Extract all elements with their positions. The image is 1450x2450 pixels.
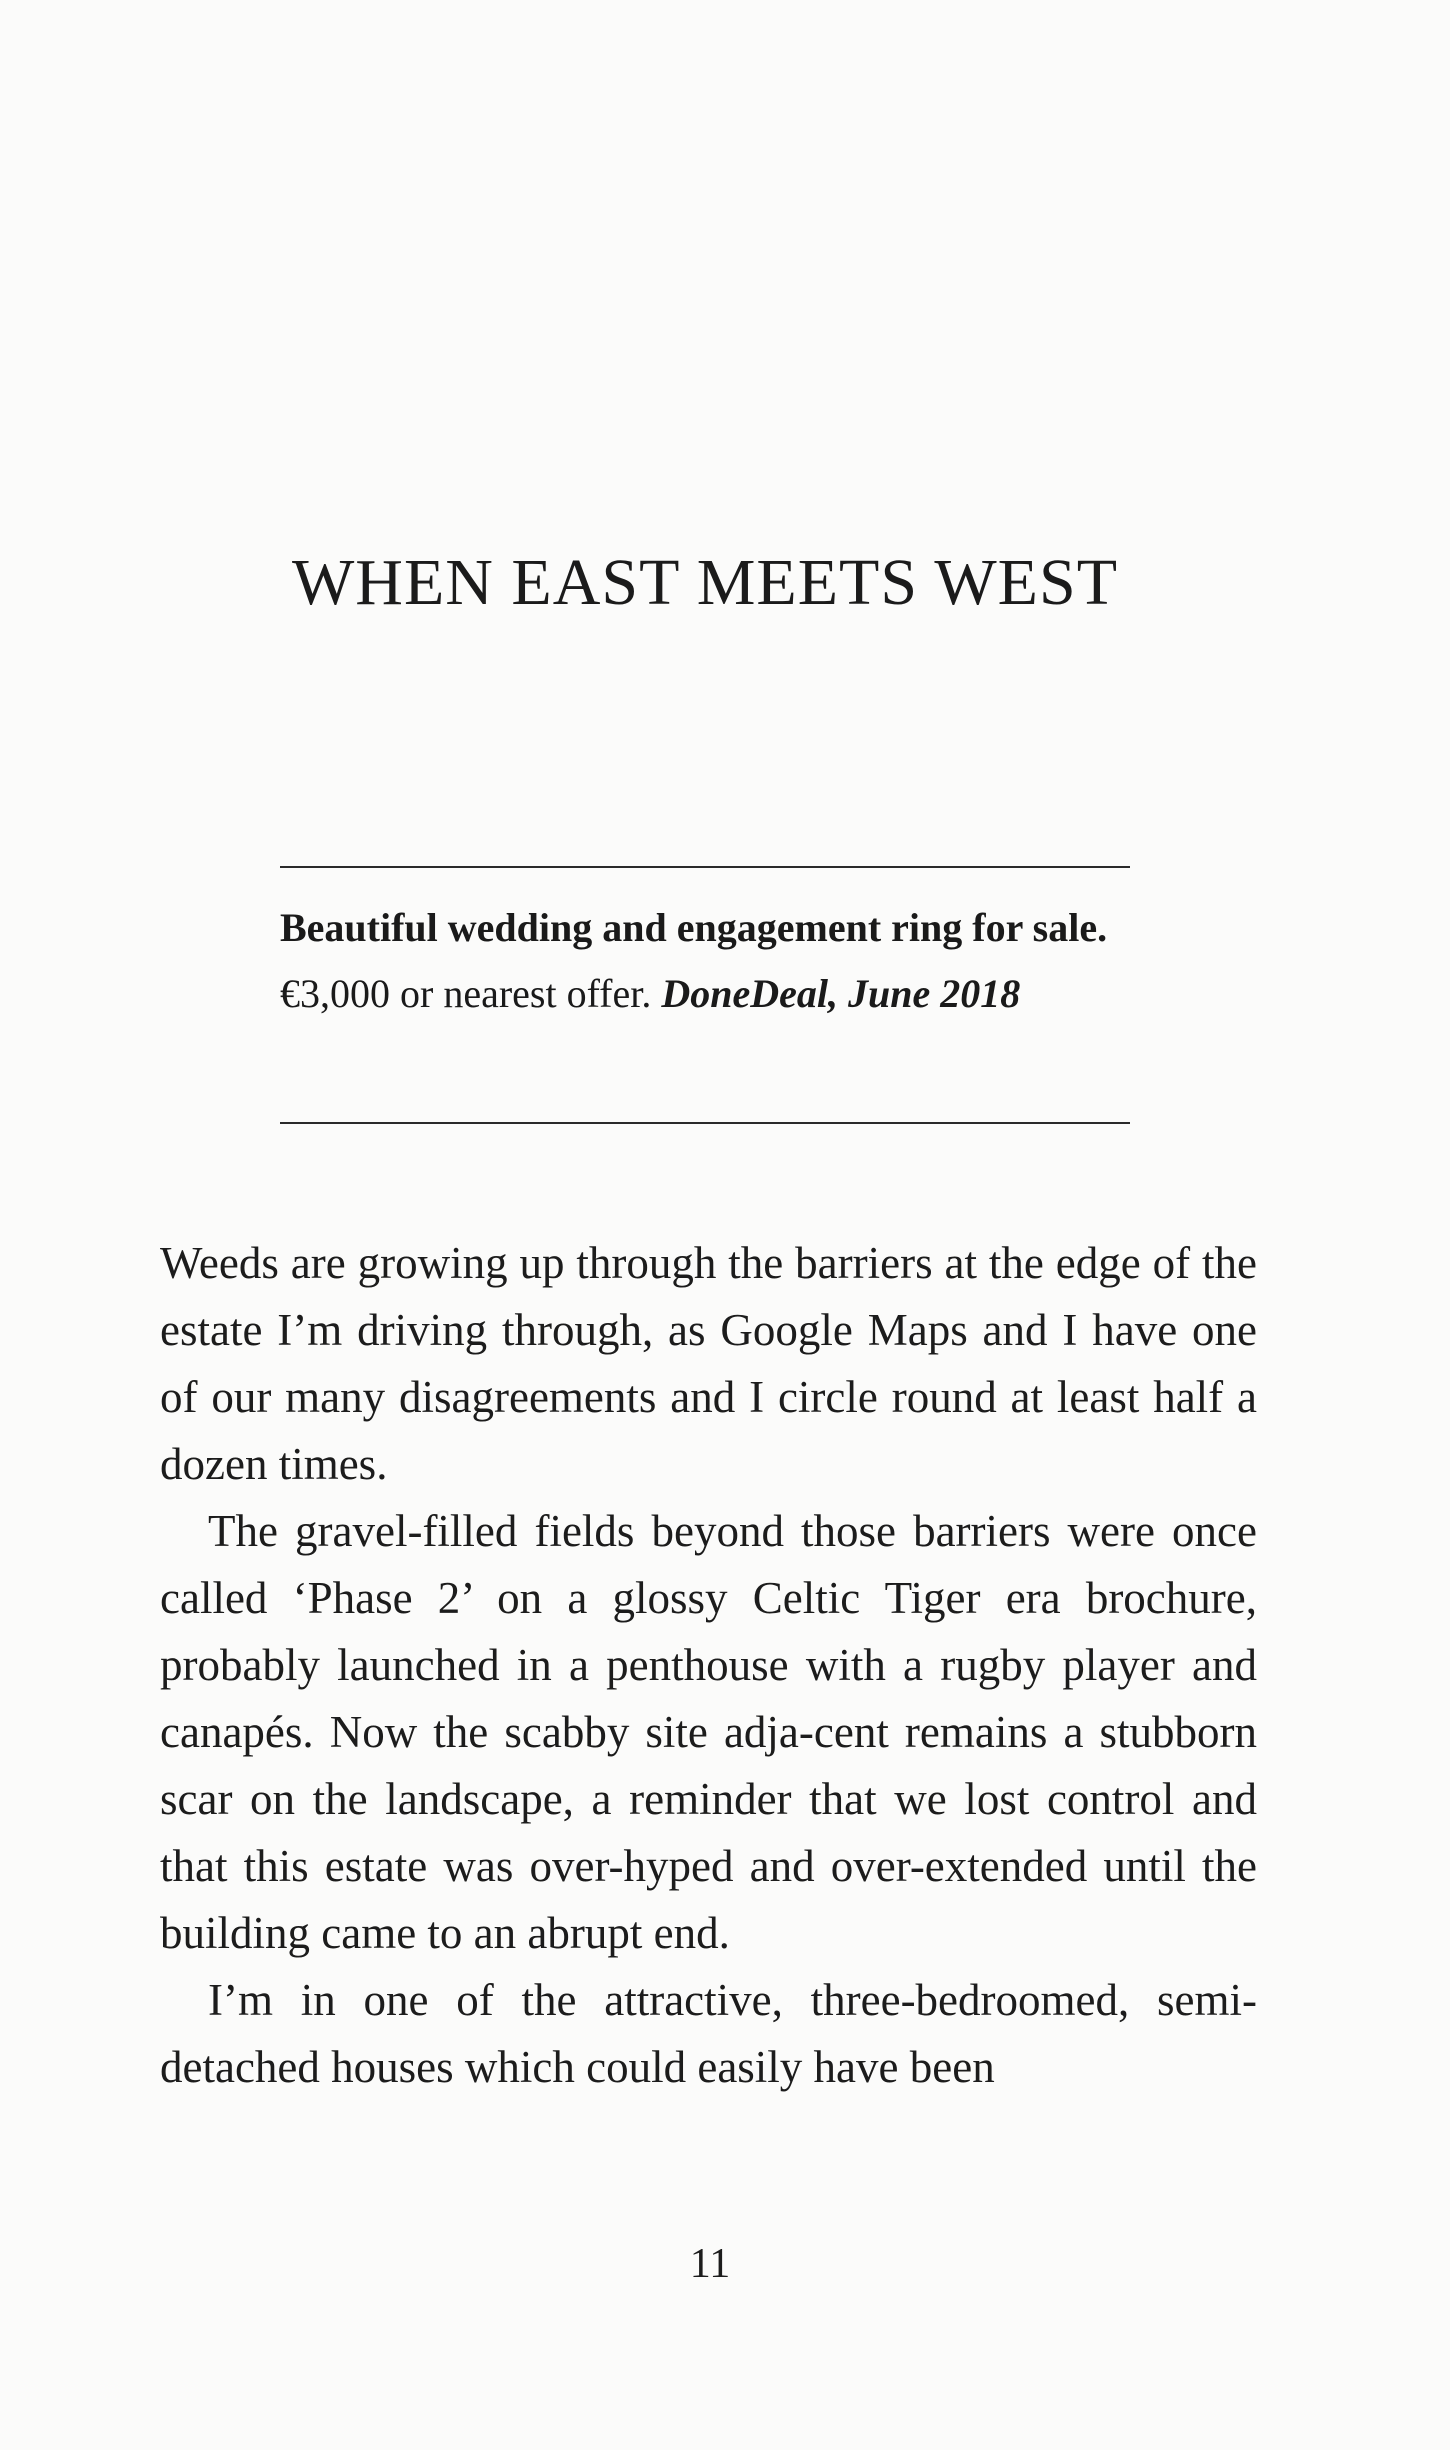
chapter-title: WHEN EAST MEETS WEST bbox=[291, 546, 1119, 619]
epigraph-regular-text: €3,000 or nearest offer. bbox=[280, 971, 652, 1016]
paragraph-3: I’m in one of the attractive, three-bedroomed, semi-detached houses which could easily have been bbox=[160, 1975, 1257, 2092]
paragraph-2: The gravel-filled fields beyond those barriers were once called ‘Phase 2’ on a glossy Celtic Tiger era brochure, probably launched in a penthouse with a rugby player and canapés. Now the scabby site adja-cent remains a stubborn scar on the landscape, a reminder that we lost control and that this estate was over-hyped and over-extended until the building came to an abrupt end. bbox=[160, 1506, 1257, 1958]
epigraph-bottom-rule bbox=[280, 1122, 1130, 1124]
epigraph-bold-text: Beautiful wedding and engagement ring for sale. bbox=[280, 905, 1108, 950]
body-text bbox=[160, 1230, 1257, 2101]
paragraph-1: Weeds are growing up through the barriers at the edge of the estate I’m driving through, as Google Maps and I have one of our many disagreements and I circle round at least half a dozen times. bbox=[160, 1238, 1257, 1489]
epigraph-top-rule bbox=[280, 866, 1130, 868]
epigraph-source: DoneDeal, June 2018 bbox=[661, 971, 1021, 1016]
page-number: 11 bbox=[689, 2241, 731, 2287]
epigraph bbox=[280, 895, 1140, 1027]
